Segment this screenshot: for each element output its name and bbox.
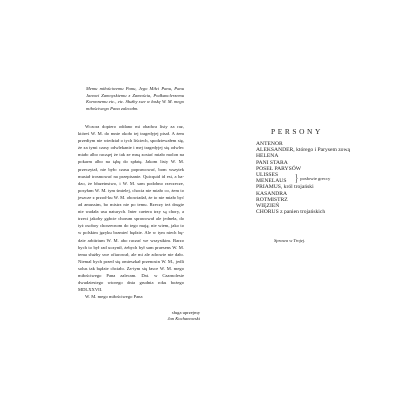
signature (150, 310, 200, 323)
signature-name: Jan Kochanowski (167, 316, 200, 322)
letter-closing: W. M. mego miłościwego Pana (85, 294, 143, 300)
cast-item: WIĘZIEŃ (256, 203, 280, 210)
cast-item: CHORUS z panien trojańskich (256, 209, 326, 216)
scene-note: Sprawa w Trojej. (274, 238, 306, 243)
envoys-group (256, 172, 386, 184)
signature-title: sługa uprzejmy (171, 310, 200, 315)
cast-item: ALEKSANDER, którego i Parysem zową (256, 147, 350, 154)
cast-list (256, 141, 386, 215)
cast-item: ULISSES (256, 172, 279, 179)
cast-item: MENELAUS (256, 178, 287, 185)
cast-item: ANTENOR (256, 141, 283, 147)
cast-heading: PERSONY (271, 127, 323, 136)
letter-body (78, 123, 184, 300)
brace-note-text: posłowie greccy (300, 176, 331, 182)
dedication: Memu miłościwemu Panu, Jego Miłci Panu, Panu Janowi Zamoyskiemu z Zamościa, Podkanclerzemu Koronnemu etc., etc. Służby swe w łaskę W. M. mego miłościwego Pana zalecałm. (86, 86, 184, 112)
cast-item: PRIAMUS, król trojański (256, 184, 314, 191)
letter-paragraph: Wczora dopiero oddano mi obadwa listy za raz, któreś W. M. do mnie około tej tragedyjej pisał. A żem przedtym nie wiedział o tych liściech, spodziewałem się, że za tymi czasy odwlekanie i mej tragedyjej się odwlec miało albo racząej że tak ze mną zostać miało molon na pokarm albo na tąbę do spłatę. Jakom listy W. M. przeczytał, nie było czasu poprawować, bom wszytek musiał trosmować na przepisanie. Quicquid id est, a ba-dzo, że błazeinstwo, i W. M. sam podobno rzeczecze, posyłam W. M. tym śmielej, chocia nie miało co, żem to jeszcze z przod-ku W. M. obowiadał, że to nie miało być ad amussim, bo mistrz nie po temu. Rzeczy też drugie nie wadała usu naturych. Inter caetera trzy są chory, a trzeci jakoby gębcie chorum sprawował ale jedneła, do tyż osoboy chorzecnom do tego mają; nie wiem, jako to w polskim języku brzmieć będzie. Ale w tym niech bę-dzie arbitrium W. M. abo raczać we wszystkim. Barzo bych to był rad uczynił, żebych był sam praesens W. M. tema służby swe ofiarował, ale mi ale zdrowie nie dało. Niemal bych przed się omieszkał przenosin W. M., jedli solus tak będzie chciało. Za-tym się łasce W. M. mego miłościwego Pana zalecam. Dat. w Czarnolesie dwudziestego wtorego dnia grudnia roku bożego MDLXXVII. (78, 124, 184, 293)
cast-item: HELENA (256, 153, 279, 160)
cast-item: ROTMISTRZ (256, 196, 288, 203)
cast-item: PANI STARA (256, 159, 288, 166)
cast-item: KASANDRA (256, 190, 288, 197)
brace-symbol: } (295, 172, 299, 185)
cast-item: POSEŁ PARYSÓW (256, 165, 302, 172)
envoys-brace-note (294, 173, 330, 184)
